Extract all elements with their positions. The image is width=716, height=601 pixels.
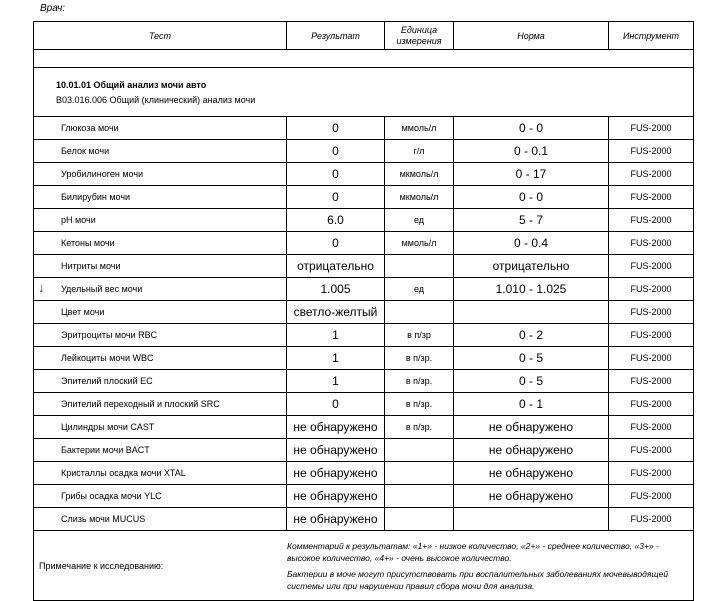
instrument-value: FUS-2000	[609, 278, 694, 301]
test-name: Цилиндры мочи CAST	[61, 422, 155, 432]
table-row	[34, 163, 694, 186]
result-value: 1	[287, 347, 385, 370]
result-value: 0	[287, 186, 385, 209]
header-unit: Единица измерения	[385, 22, 454, 50]
note-comment-1: Комментарий к результатам: «1+» - низкое количество, «2+» - среднее количество, «3+» - высокое количество, «4+» - очень высокое количество.	[287, 540, 659, 563]
instrument-value: FUS-2000	[609, 370, 694, 393]
unit-value	[385, 508, 454, 531]
instrument-value: FUS-2000	[609, 301, 694, 324]
result-value: 0	[287, 393, 385, 416]
low-flag-icon: ↓	[38, 280, 45, 295]
table-row	[34, 462, 694, 485]
result-value: не обнаружено	[287, 462, 385, 485]
results-table	[33, 21, 694, 601]
instrument-value: FUS-2000	[609, 347, 694, 370]
result-value: не обнаружено	[287, 485, 385, 508]
norm-value: не обнаружено	[454, 416, 609, 439]
result-value: не обнаружено	[287, 416, 385, 439]
table-row	[34, 278, 694, 301]
norm-value	[454, 301, 609, 324]
test-name: Слизь мочи MUCUS	[61, 514, 146, 524]
norm-value: 0 - 0	[454, 117, 609, 140]
result-value: 0	[287, 163, 385, 186]
unit-value: ммоль/л	[385, 232, 454, 255]
table-row	[34, 301, 694, 324]
test-name: Кетоны мочи	[61, 238, 115, 248]
table-row	[34, 439, 694, 462]
unit-value: ед	[385, 209, 454, 232]
instrument-value: FUS-2000	[609, 393, 694, 416]
table-row	[34, 117, 694, 140]
instrument-value: FUS-2000	[609, 508, 694, 531]
section-header	[34, 68, 694, 117]
instrument-value: FUS-2000	[609, 140, 694, 163]
result-value: отрицательно	[287, 255, 385, 278]
norm-value: 0 - 0.1	[454, 140, 609, 163]
test-name: Удельный вес мочи	[61, 284, 143, 294]
unit-value	[385, 439, 454, 462]
instrument-value: FUS-2000	[609, 232, 694, 255]
unit-value: в п/зр.	[385, 393, 454, 416]
test-name: Белок мочи	[61, 146, 110, 156]
norm-value: 0 - 1	[454, 393, 609, 416]
instrument-value: FUS-2000	[609, 324, 694, 347]
result-value: 6.0	[287, 209, 385, 232]
table-row	[34, 347, 694, 370]
section-code: B03.016.006 Общий (клинический) анализ мочи	[56, 94, 256, 105]
instrument-value: FUS-2000	[609, 462, 694, 485]
unit-value: ед	[385, 278, 454, 301]
unit-value: в п/зр.	[385, 347, 454, 370]
table-row	[34, 186, 694, 209]
unit-value: ммоль/л	[385, 117, 454, 140]
unit-value: в п/зр	[385, 324, 454, 347]
unit-value: мкмоль/л	[385, 163, 454, 186]
table-header	[34, 22, 694, 50]
doctor-label: Врач:	[40, 3, 66, 14]
result-value: светло-желтый	[287, 301, 385, 324]
table-row	[34, 485, 694, 508]
norm-value: отрицательно	[454, 255, 609, 278]
result-value: 0	[287, 117, 385, 140]
table-row	[34, 370, 694, 393]
table-row	[34, 209, 694, 232]
norm-value: 5 - 7	[454, 209, 609, 232]
instrument-value: FUS-2000	[609, 117, 694, 140]
instrument-value: FUS-2000	[609, 255, 694, 278]
result-value: 0	[287, 140, 385, 163]
norm-value: 0 - 2	[454, 324, 609, 347]
instrument-value: FUS-2000	[609, 485, 694, 508]
norm-value: 0 - 0	[454, 186, 609, 209]
instrument-value: FUS-2000	[609, 186, 694, 209]
header-instrument: Инструмент	[609, 22, 694, 50]
header-result: Результат	[287, 22, 385, 50]
test-name: Лейкоциты мочи WBC	[61, 353, 154, 363]
unit-value: в п/зр.	[385, 416, 454, 439]
norm-value: не обнаружено	[454, 462, 609, 485]
unit-value	[385, 301, 454, 324]
test-name: Уробилиноген мочи	[61, 169, 144, 179]
unit-value: г/л	[385, 140, 454, 163]
note-comment-2: Бактерии в моче могут присутствовать при воспалительных заболеваниях мочевыводящей системы или при нарушении правил сбора мочи для анализа.	[287, 568, 669, 591]
header-norm: Норма	[454, 22, 609, 50]
note-text	[287, 531, 694, 601]
table-row	[34, 508, 694, 531]
result-value: 1.005	[287, 278, 385, 301]
norm-value: не обнаружено	[454, 439, 609, 462]
test-name: Бактерии мочи BACT	[61, 445, 150, 455]
section-title: 10.01.01 Общий анализ мочи авто	[56, 79, 207, 90]
norm-value: 0 - 17	[454, 163, 609, 186]
blank-row	[34, 50, 694, 68]
test-name: Эпителий переходный и плоский SRC	[61, 399, 220, 409]
test-name: Билирубин мочи	[61, 192, 131, 202]
instrument-value: FUS-2000	[609, 439, 694, 462]
test-name: Грибы осадка мочи YLC	[61, 491, 162, 501]
instrument-value: FUS-2000	[609, 416, 694, 439]
result-value: не обнаружено	[287, 439, 385, 462]
table-row	[34, 324, 694, 347]
unit-value: мкмоль/л	[385, 186, 454, 209]
instrument-value: FUS-2000	[609, 163, 694, 186]
table-row	[34, 416, 694, 439]
result-value: 0	[287, 232, 385, 255]
norm-value: 0 - 5	[454, 347, 609, 370]
header-test: Тест	[34, 22, 287, 50]
table-row	[34, 393, 694, 416]
result-value: 1	[287, 324, 385, 347]
norm-value: 0 - 0.4	[454, 232, 609, 255]
table-row	[34, 255, 694, 278]
result-value: не обнаружено	[287, 508, 385, 531]
norm-value: не обнаружено	[454, 485, 609, 508]
unit-value	[385, 462, 454, 485]
test-name: Цвет мочи	[61, 307, 105, 317]
test-name: Нитриты мочи	[61, 261, 121, 271]
unit-value	[385, 485, 454, 508]
note-label: Примечание к исследованию:	[34, 531, 287, 601]
unit-value	[385, 255, 454, 278]
unit-value: в п/зр.	[385, 370, 454, 393]
test-name: Кристаллы осадка мочи XTAL	[61, 468, 186, 478]
test-name: Эпителий плоский EC	[61, 376, 153, 386]
instrument-value: FUS-2000	[609, 209, 694, 232]
result-value: 1	[287, 370, 385, 393]
test-name: Эритроциты мочи RBC	[61, 330, 158, 340]
norm-value: 0 - 5	[454, 370, 609, 393]
norm-value: 1.010 - 1.025	[454, 278, 609, 301]
note-row	[34, 531, 694, 601]
norm-value	[454, 508, 609, 531]
table-row	[34, 232, 694, 255]
test-name: pH мочи	[61, 215, 96, 225]
test-name: Глюкоза мочи	[61, 123, 119, 133]
table-row	[34, 140, 694, 163]
